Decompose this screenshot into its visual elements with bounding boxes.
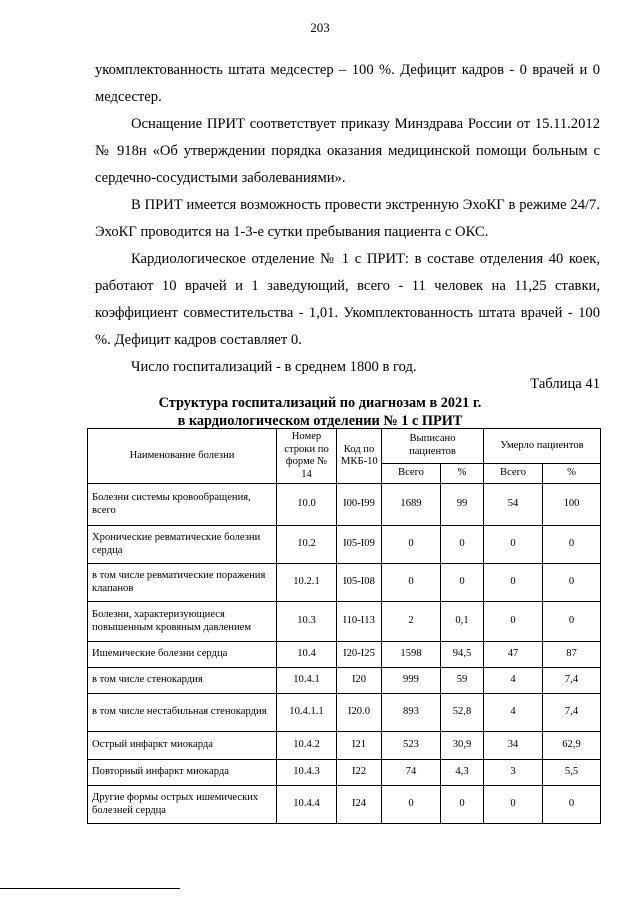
cell-disease: Острый инфаркт миокарда — [88, 732, 277, 760]
table-row — [88, 602, 601, 642]
cell-row-number: 10.4.1.1 — [277, 694, 337, 732]
table-row — [88, 760, 601, 786]
table-row — [88, 526, 601, 564]
cell-icd-code: I10-I13 — [337, 602, 382, 642]
cell-died-total: 34 — [484, 732, 543, 760]
paragraph-department: Кардиологическое отделение № 1 с ПРИТ: в составе отделения 40 коек, работают 10 врачей и 1 заведующий, всего - 11 человек на 11,25 ставки, коэффициент совместительства - 1,01. Укомплектованность штата врачей - 100 %. Дефицит кадров составляет 0. — [95, 251, 600, 348]
cell-row-number: 10.4.1 — [277, 668, 337, 694]
table-title-line-1: Структура госпитализаций по диагнозам в 2021 г. — [158, 395, 482, 411]
header-disease: Наименование болезни — [88, 429, 277, 484]
cell-discharged-total: 999 — [382, 668, 441, 694]
header-died: Умерло пациентов — [484, 429, 601, 464]
cell-row-number: 10.4.4 — [277, 786, 337, 824]
page-number: 203 — [310, 20, 330, 35]
cell-disease: в том числе стенокардия — [88, 668, 277, 694]
table-caption: Таблица 41 — [530, 376, 600, 392]
cell-discharged-total: 893 — [382, 694, 441, 732]
cell-died-total: 0 — [484, 786, 543, 824]
cell-disease: Другие формы острых ишемических болезней сердца — [88, 786, 277, 824]
cell-discharged-total: 0 — [382, 564, 441, 602]
cell-icd-code: I05-I08 — [337, 564, 382, 602]
table-row — [88, 668, 601, 694]
cell-disease: в том числе нестабильная стенокардия — [88, 694, 277, 732]
table-title-line-2: в кардиологическом отделении № 1 с ПРИТ — [177, 413, 463, 429]
cell-discharged-total: 0 — [382, 526, 441, 564]
paragraph-equipment: Оснащение ПРИТ соответствует приказу Минздрава России от 15.11.2012 № 918н «Об утверждении порядка оказания медицинской помощи больным с сердечно-сосудистыми заболеваниями». — [95, 116, 600, 186]
cell-died-percent: 0 — [543, 786, 601, 824]
cell-died-total: 47 — [484, 642, 543, 668]
cell-died-percent: 100 — [543, 484, 601, 526]
header-discharged-total: Всего — [382, 463, 441, 483]
cell-died-total: 0 — [484, 526, 543, 564]
footnote-divider — [0, 888, 180, 889]
table-row — [88, 732, 601, 760]
table-row — [88, 642, 601, 668]
cell-disease: Ишемические болезни сердца — [88, 642, 277, 668]
header-died-percent: % — [543, 463, 601, 483]
header-died-total: Всего — [484, 463, 543, 483]
cell-discharged-total: 74 — [382, 760, 441, 786]
cell-discharged-percent: 0 — [441, 526, 484, 564]
cell-died-total: 0 — [484, 564, 543, 602]
cell-died-percent: 0 — [543, 602, 601, 642]
table-title — [0, 394, 640, 430]
cell-died-total: 3 — [484, 760, 543, 786]
cell-discharged-percent: 0 — [441, 564, 484, 602]
header-row-number: Номер строки по форме № 14 — [277, 429, 337, 484]
cell-died-percent: 7,4 — [543, 694, 601, 732]
cell-disease: Хронические ревматические болезни сердца — [88, 526, 277, 564]
cell-disease: Болезни, характеризующиеся повышенным кровяным давлением — [88, 602, 277, 642]
cell-discharged-total: 523 — [382, 732, 441, 760]
cell-died-percent: 62,9 — [543, 732, 601, 760]
cell-icd-code: I21 — [337, 732, 382, 760]
cell-discharged-total: 0 — [382, 786, 441, 824]
cell-row-number: 10.4.2 — [277, 732, 337, 760]
paragraph-staffing: укомплектованность штата медсестер – 100 %. Дефицит кадров - 0 врачей и 0 медсестер. — [95, 62, 600, 105]
table-row — [88, 564, 601, 602]
cell-died-percent: 7,4 — [543, 668, 601, 694]
hospitalization-table — [87, 428, 601, 824]
cell-died-total: 4 — [484, 694, 543, 732]
cell-discharged-percent: 4,3 — [441, 760, 484, 786]
header-discharged-percent: % — [441, 463, 484, 483]
cell-died-total: 0 — [484, 602, 543, 642]
cell-disease: Повторный инфаркт миокарда — [88, 760, 277, 786]
cell-row-number: 10.3 — [277, 602, 337, 642]
cell-icd-code: I20 — [337, 668, 382, 694]
cell-died-total: 54 — [484, 484, 543, 526]
paragraph-echocg: В ПРИТ имеется возможность провести экстренную ЭхоКГ в режиме 24/7. ЭхоКГ проводится на 1-3-е сутки пребывания пациента с ОКС. — [95, 197, 600, 240]
cell-icd-code: I00-I99 — [337, 484, 382, 526]
cell-discharged-percent: 52,8 — [441, 694, 484, 732]
cell-discharged-percent: 30,9 — [441, 732, 484, 760]
table-row — [88, 484, 601, 526]
cell-discharged-percent: 0,1 — [441, 602, 484, 642]
cell-died-percent: 87 — [543, 642, 601, 668]
cell-discharged-percent: 99 — [441, 484, 484, 526]
cell-discharged-percent: 0 — [441, 786, 484, 824]
cell-died-total: 4 — [484, 668, 543, 694]
cell-died-percent: 0 — [543, 564, 601, 602]
cell-discharged-percent: 59 — [441, 668, 484, 694]
cell-discharged-total: 2 — [382, 602, 441, 642]
header-discharged: Выписано пациентов — [382, 429, 484, 464]
header-icd-code: Код по МКБ-10 — [337, 429, 382, 484]
cell-discharged-percent: 94,5 — [441, 642, 484, 668]
cell-discharged-total: 1598 — [382, 642, 441, 668]
cell-died-percent: 0 — [543, 526, 601, 564]
cell-icd-code: I20-I25 — [337, 642, 382, 668]
table-header-row — [88, 429, 601, 464]
cell-icd-code: I22 — [337, 760, 382, 786]
cell-icd-code: I20.0 — [337, 694, 382, 732]
table-row — [88, 786, 601, 824]
cell-row-number: 10.0 — [277, 484, 337, 526]
cell-row-number: 10.4.3 — [277, 760, 337, 786]
cell-row-number: 10.4 — [277, 642, 337, 668]
cell-disease: в том числе ревматические поражения клапанов — [88, 564, 277, 602]
cell-disease: Болезни системы кровообращения, всего — [88, 484, 277, 526]
cell-died-percent: 5,5 — [543, 760, 601, 786]
paragraph-hospitalizations: Число госпитализаций - в среднем 1800 в год. — [131, 359, 417, 375]
cell-row-number: 10.2 — [277, 526, 337, 564]
body-text — [95, 57, 600, 381]
cell-discharged-total: 1689 — [382, 484, 441, 526]
table-row — [88, 694, 601, 732]
cell-row-number: 10.2.1 — [277, 564, 337, 602]
cell-icd-code: I24 — [337, 786, 382, 824]
cell-icd-code: I05-I09 — [337, 526, 382, 564]
